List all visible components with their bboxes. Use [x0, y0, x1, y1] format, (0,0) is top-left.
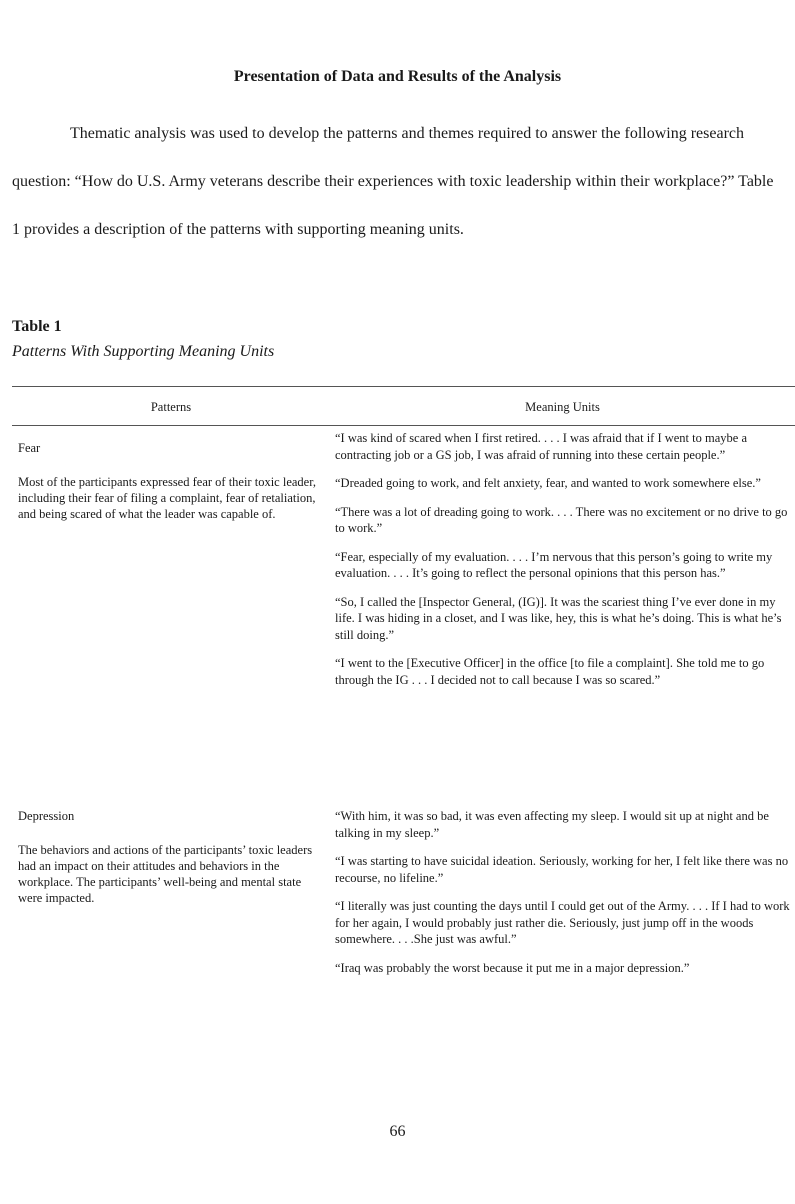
meaning-unit: “Iraq was probably the worst because it put me in a major depression.”	[335, 960, 690, 975]
column-header-meaning-units: Meaning Units	[525, 400, 600, 414]
intro-paragraph	[12, 110, 782, 254]
intro-text: Thematic analysis was used to develop the patterns and themes required to answer the following research question: “How do U.S. Army veterans describe their experiences with toxic leadership within their workplace?” Table 1 provides a description of the patterns with supporting meaning units.	[12, 125, 774, 238]
meaning-unit: “I literally was just counting the days until I could get out of the Army. . . . If I had to work for her again, I would probably just rather die. Seriously, just jump off in the woods somewhere. . . .She just was awful.”	[335, 899, 790, 946]
pattern-cell-fear	[18, 440, 318, 522]
meaning-unit: “I went to the [Executive Officer] in the office [to file a complaint]. She told me to go through the IG . . . I decided not to call because I was so scared.”	[335, 656, 765, 687]
meaning-unit: “Dreaded going to work, and felt anxiety, fear, and wanted to work somewhere else.”	[335, 476, 761, 490]
meaning-unit: “With him, it was so bad, it was even affecting my sleep. I would sit up at night and be talking in my sleep.”	[335, 809, 769, 840]
section-heading: Presentation of Data and Results of the Analysis	[233, 68, 562, 85]
table-top-rule	[12, 386, 795, 387]
meaning-unit: “So, I called the [Inspector General, (IG)]. It was the scariest thing I’ve ever done in my life. I was hiding in a closet, and I was like, hey, this is what he’s doing. This is what he’s still doing.”	[335, 594, 782, 642]
meaning-unit: “Fear, especially of my evaluation. . . . I’m nervous that this person’s going to write my evaluation. . . . It’s going to reflect the personal opinions that this person has.”	[335, 549, 773, 580]
meaning-unit: “I was kind of scared when I first retired. . . . I was afraid that if I went to maybe a contracting job or a GS job, I was afraid of running into these certain people.”	[335, 431, 747, 462]
column-header-patterns: Patterns	[150, 400, 192, 414]
pattern-cell-depression	[18, 808, 318, 906]
meaning-units-fear	[335, 430, 791, 700]
pattern-name: Fear	[18, 441, 41, 455]
meaning-units-depression	[335, 808, 791, 988]
meaning-unit: “I was starting to have suicidal ideation. Seriously, working for her, I felt like there was no recourse, no lifeline.”	[335, 854, 789, 885]
pattern-name: Depression	[18, 809, 75, 823]
table-label: Table 1	[12, 318, 62, 335]
page-number: 66	[389, 1123, 406, 1140]
meaning-unit: “There was a lot of dreading going to work. . . . There was no excitement or no drive to go to work.”	[335, 504, 788, 535]
pattern-description: The behaviors and actions of the participants’ toxic leaders had an impact on their attitudes and behaviors in the workplace. The participants’ well-being and mental state were impacted.	[18, 843, 313, 905]
pattern-description: Most of the participants expressed fear of their toxic leader, including their fear of filing a complaint, fear of retaliation, and being scared of what the leader was capable of.	[18, 475, 316, 521]
table-caption: Patterns With Supporting Meaning Units	[12, 343, 275, 360]
table-header-rule	[12, 425, 795, 426]
